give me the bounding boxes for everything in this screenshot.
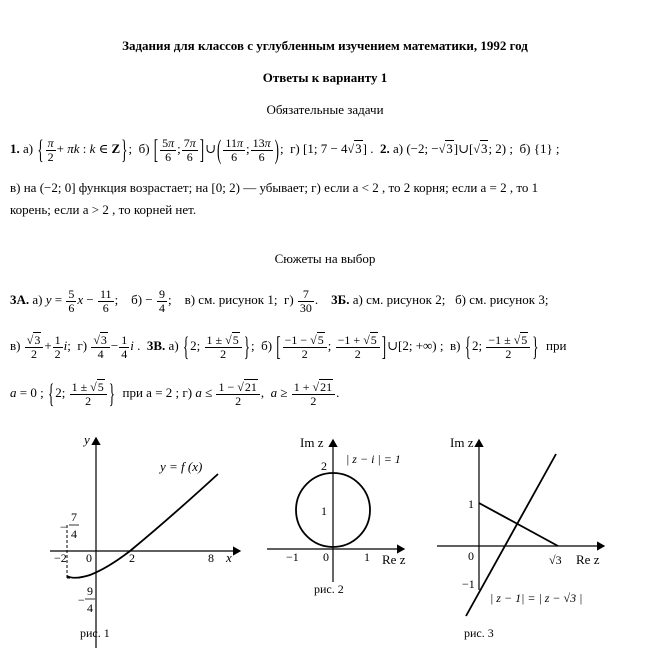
fig2-equation: | z − i | = 1 xyxy=(346,452,401,466)
answer-line-1: 1. а) { $\frac{\pi}{2}$ + πk : k ∈ Z}; б) [ $\frac{5\pi}{6}$ ; $\frac{7\pi}{6}$ ]∪( $\frac{11\pi}{6}$ ; $\frac{13\pi}{6}$ ); г) [1; 7 − 4√3] . 2. а) (−2; −√3]∪[√3; 2) ; б) {1} ; xyxy=(10,133,560,165)
fig3-y-tick-1: 0 xyxy=(468,549,474,563)
fig1-frac-bot-num: 9 xyxy=(87,584,93,598)
part-g: г) xyxy=(290,141,300,157)
answer-line-3: корень; если a > 2 , то корней нет. xyxy=(10,202,197,217)
fig2-y-tick-0: 2 xyxy=(321,459,327,473)
fig2-caption: рис. 2 xyxy=(314,582,344,596)
problem-3b-number: 3Б. xyxy=(331,292,350,308)
fig3-y-label: Im z xyxy=(450,435,474,450)
fig1-frac-top-sign: − xyxy=(60,520,67,534)
fig1-x-tick-2: 2 xyxy=(129,551,135,565)
problem-3a-number: 3А. xyxy=(10,292,30,308)
fig2-y-tick-2: 0 xyxy=(323,550,329,564)
fig1-x-tick-3: 8 xyxy=(208,551,214,565)
choice-line-1: 3А. а) y = $\frac{5}{6}$ x − $\frac{11}{6}$ ; б) − $\frac{9}{4}$ ; в) см. рисунок 1; г) $\frac{7}{30}$ . 3Б. а) см. рисунок 2; б) см. рисунок 3; xyxy=(10,287,549,315)
choice-line-3: a = 0 ; {2; $\frac{1 \pm √5}{2}$ } при a = 2 ; г) a ≤ $\frac{1 - √21}{2}$ , a ≥ $\frac{1 + √21}{2}$ . xyxy=(10,377,340,409)
answer-line-2: в) на (−2; 0] функция возрастает; на [0; 2) — убывает; г) если a < 2 , то 2 корня; если a = 2 , то 1 xyxy=(10,180,539,195)
fig3-y-tick-0: 1 xyxy=(468,497,474,511)
problem-1-number: 1. xyxy=(10,141,20,157)
word-pri: при xyxy=(546,338,567,354)
fig1-frac-bot-den: 4 xyxy=(87,601,93,615)
section-choice: Сюжеты на выбор xyxy=(274,251,376,266)
fig2-y-tick-1: 1 xyxy=(321,504,327,518)
part-2a: а) xyxy=(392,141,404,157)
fig2-x-tick-1: 1 xyxy=(364,550,370,564)
fig1-x-tick-0: −2 xyxy=(54,551,67,565)
figure-1 xyxy=(40,430,250,650)
fig3-segment xyxy=(479,503,558,546)
fig2-x-label: Re z xyxy=(382,552,406,567)
fig1-y-label: y xyxy=(84,432,90,447)
fig1-frac-top-num: 7 xyxy=(71,510,77,524)
choice-line-2: в) $\frac{√3}{2}$ + $\frac{1}{2}$ i; г) $\frac{√3}{4}$ − $\frac{1}{4}$ i . 3В. а) {2; $\frac{1 \pm √5}{2}$ }; б) [ $\frac{-1 - √5}{2}$ ; $\frac{-1 + √5}{2}$ ]∪[2; +∞) ; в) {2; $\frac{-1 \pm √5}{2}$ } при xyxy=(10,330,567,362)
fig1-frac-bot-sign: − xyxy=(78,593,85,607)
part-2b: б) xyxy=(519,141,531,157)
fig1-x-label: x xyxy=(226,550,232,565)
section-required: Обязательные задачи xyxy=(266,102,384,117)
fig3-x-tick: √3 xyxy=(549,553,562,567)
see-figure-2: а) см. рисунок 2; xyxy=(352,292,446,308)
word-pri-a2: при a = 2 ; г) xyxy=(122,385,193,401)
fig3-equation: | z − 1| = | z − √3 | xyxy=(490,591,583,605)
fig1-frac-top-den: 4 xyxy=(71,527,77,541)
problem-2-number: 2. xyxy=(379,141,390,157)
see-figure-1: в) см. рисунок 1; xyxy=(184,292,278,308)
fig3-x-label: Re z xyxy=(576,552,600,567)
problem-3v-number: 3В. xyxy=(146,338,166,354)
answers-title: Ответы к варианту 1 xyxy=(262,70,388,85)
fig3-y-tick-2: −1 xyxy=(462,577,475,591)
see-figure-3: б) см. рисунок 3; xyxy=(455,292,549,308)
fig1-func-label: y = f (x) xyxy=(160,459,203,474)
fig1-caption: рис. 1 xyxy=(80,626,110,640)
page-title: Задания для классов с углубленным изучением математики, 1992 год xyxy=(122,38,528,53)
part-b: б) xyxy=(138,141,150,157)
fig2-x-tick-0: −1 xyxy=(286,550,299,564)
fig3-caption: рис. 3 xyxy=(464,626,494,640)
figure-3 xyxy=(432,430,612,645)
part-a: а) xyxy=(23,141,34,157)
fig1-x-tick-1: 0 xyxy=(86,551,92,565)
figure-2 xyxy=(262,430,412,610)
fig2-y-label: Im z xyxy=(300,435,324,450)
